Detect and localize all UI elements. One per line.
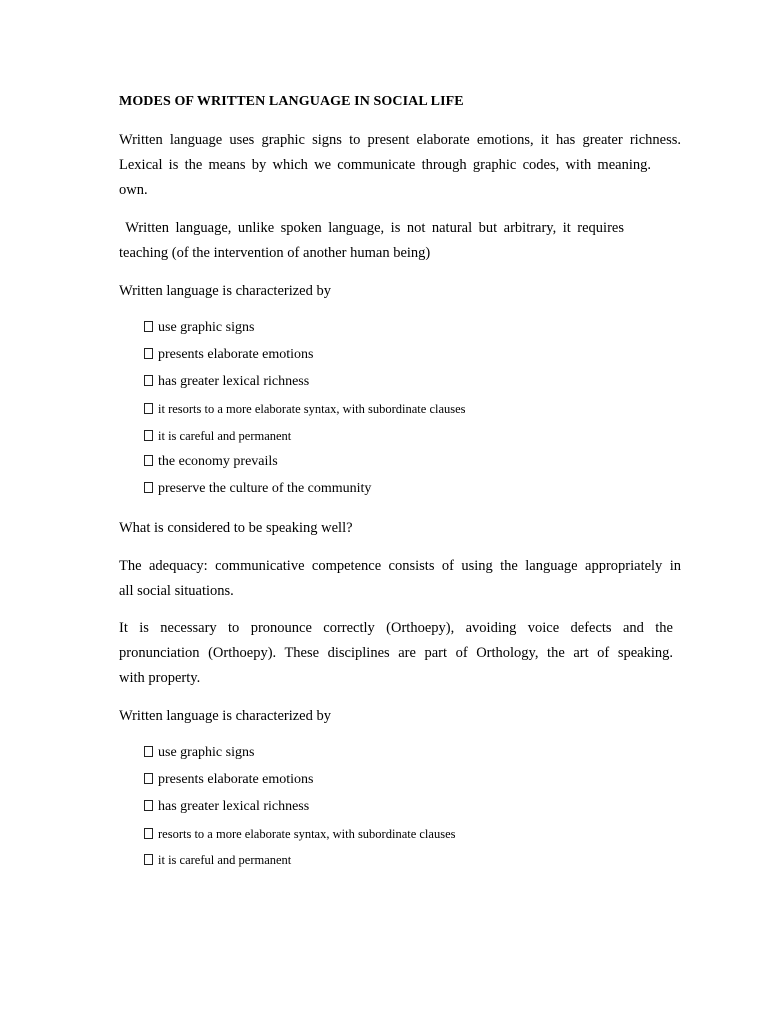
bullet-box-icon	[144, 746, 153, 757]
list-item-text: it resorts to a more elaborate syntax, with subordinate clauses	[158, 402, 466, 416]
list-item	[144, 400, 466, 418]
bullet-box-icon	[144, 800, 153, 811]
bullet-box-icon	[144, 773, 153, 784]
list-item-text: has greater lexical richness	[158, 374, 310, 389]
list-item-text: resorts to a more elaborate syntax, with subordinate clauses	[158, 827, 456, 841]
list-item	[144, 453, 278, 471]
paragraph-line: The adequacy: communicative competence consists of using the language appropriately in	[119, 558, 681, 574]
paragraph-line: Written language, unlike spoken language, is not natural but arbitrary, it requires	[119, 220, 624, 236]
list-item	[144, 851, 291, 869]
paragraph-line: own.	[119, 182, 148, 198]
list-item-text: the economy prevails	[158, 454, 278, 469]
list-item	[144, 346, 314, 364]
list-item	[144, 798, 309, 816]
list-item-text: it is careful and permanent	[158, 853, 292, 867]
list-heading-text: Written language is characterized by	[119, 708, 331, 724]
document-title: MODES OF WRITTEN LANGUAGE IN SOCIAL LIFE	[119, 94, 464, 109]
list-item-text: use graphic signs	[158, 745, 255, 760]
list-item-text: preserve the culture of the community	[158, 481, 372, 496]
list-item-text: presents elaborate emotions	[158, 772, 314, 787]
paragraph-line: Written language uses graphic signs to present elaborate emotions, it has greater richness.	[119, 132, 681, 148]
bullet-box-icon	[144, 455, 153, 466]
list-item	[144, 771, 314, 789]
bullet-box-icon	[144, 854, 153, 865]
bullet-box-icon	[144, 482, 153, 493]
list-item	[144, 825, 455, 843]
list-item	[144, 480, 371, 498]
list-item-text: presents elaborate emotions	[158, 347, 314, 362]
paragraph-line: all social situations.	[119, 583, 234, 599]
paragraph-1	[119, 128, 681, 203]
list-item-text: use graphic signs	[158, 320, 255, 335]
list-heading-text: Written language is characterized by	[119, 283, 331, 299]
paragraph-line: pronunciation (Orthoepy). These disciplines are part of Orthology, the art of speaking.	[119, 645, 673, 661]
bullet-box-icon	[144, 403, 153, 414]
bullet-box-icon	[144, 375, 153, 386]
bullet-box-icon	[144, 348, 153, 359]
question-line	[119, 516, 681, 541]
list-item	[144, 744, 254, 762]
list-item	[144, 373, 309, 391]
bullet-box-icon	[144, 828, 153, 839]
paragraph-4	[119, 616, 681, 691]
list-2-heading	[119, 704, 681, 729]
list-1-heading	[119, 279, 681, 304]
paragraph-line: Lexical is the means by which we communicate through graphic codes, with meaning.	[119, 157, 651, 173]
paragraph-line: It is necessary to pronounce correctly (Orthoepy), avoiding voice defects and the	[119, 620, 673, 636]
list-item-text: has greater lexical richness	[158, 799, 310, 814]
paragraph-line: teaching (of the intervention of another human being)	[119, 245, 431, 261]
question-text: What is considered to be speaking well?	[119, 520, 353, 536]
paragraph-line: with property.	[119, 670, 201, 686]
paragraph-2	[119, 216, 681, 266]
bullet-box-icon	[144, 430, 153, 441]
bullet-box-icon	[144, 321, 153, 332]
list-item-text: it is careful and permanent	[158, 429, 292, 443]
list-item	[144, 427, 291, 445]
paragraph-3	[119, 554, 681, 604]
list-item	[144, 319, 254, 337]
